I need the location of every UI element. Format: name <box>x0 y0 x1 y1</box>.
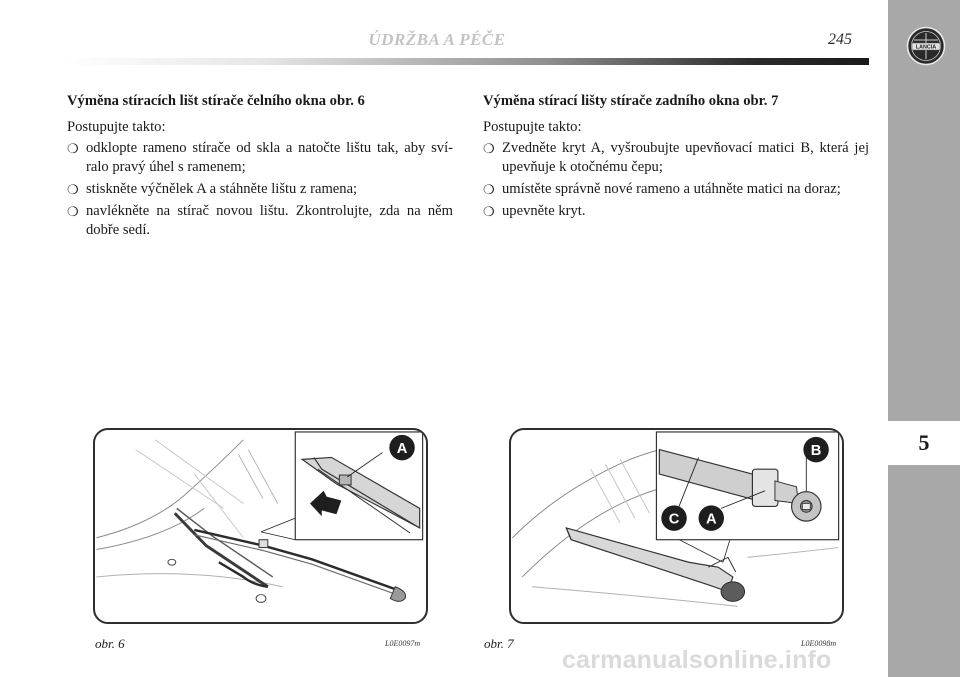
chapter-sidebar <box>888 0 960 677</box>
footer-watermark: carmanualsonline.info <box>562 646 832 674</box>
intro-text: Postupujte takto: <box>483 119 582 135</box>
list-item-text: umístěte správně nové rameno a utáhněte matici na doraz; <box>502 181 841 197</box>
list-item-text: navlékněte na stírač novou lištu. Zkontrolujte, zda na něm dobře sedí. <box>86 203 453 238</box>
list-item <box>67 180 453 199</box>
bullet-circle-icon: ❍ <box>483 204 495 219</box>
intro-text: Postupujte takto: <box>67 119 166 135</box>
list-item-text: upevněte kryt. <box>502 203 586 219</box>
page-number: 245 <box>828 31 852 48</box>
section-heading-rear-wiper: Výměna stírací lišty stírače zadního okna obr. 7 <box>483 93 779 109</box>
left-column <box>67 92 453 243</box>
bullet-circle-icon: ❍ <box>67 204 79 219</box>
list-item <box>483 180 869 199</box>
callout-label: B <box>810 442 822 459</box>
figure-code: L0E0097m <box>385 639 421 648</box>
running-header-title: ÚDRŽBA A PÉČE <box>368 30 506 49</box>
figure-caption: obr. 6 <box>95 636 125 651</box>
instruction-list <box>483 139 869 221</box>
figure-caption: obr. 7 <box>484 636 514 651</box>
chapter-tab[interactable]: 5 <box>888 421 960 465</box>
instruction-list <box>67 139 453 240</box>
bullet-circle-icon: ❍ <box>483 141 495 156</box>
list-item <box>67 202 453 240</box>
lancia-logo-icon <box>905 26 947 66</box>
section-heading-front-wiper: Výměna stíracích lišt stírače čelního okna obr. 6 <box>67 93 365 109</box>
figure-code: L0E0098m <box>801 639 837 648</box>
bullet-circle-icon: ❍ <box>67 182 79 197</box>
right-column <box>483 92 869 224</box>
list-item <box>67 139 453 177</box>
list-item-text: odklopte rameno stírače od skla a natočte lištu tak, aby sví- ralo pravý úhel s ramenem; <box>86 140 453 175</box>
callout-label: A <box>705 511 717 528</box>
logo-text: LANCIA <box>915 44 937 51</box>
front-wiper-illustration <box>95 430 426 622</box>
list-item-text: Zvedněte kryt A, vyšroubujte upevňovací matici B, která jej upevňuje k otočnému čepu; <box>502 140 869 175</box>
rear-wiper-illustration <box>511 430 842 622</box>
list-item-text: stiskněte výčnělek A a stáhněte lištu z ramena; <box>86 181 358 197</box>
figure-rear-wiper <box>509 428 844 624</box>
header-rule <box>63 58 869 65</box>
bullet-circle-icon: ❍ <box>483 182 495 197</box>
figure-front-wiper <box>93 428 428 624</box>
callout-label: A <box>396 441 408 458</box>
list-item <box>483 202 869 221</box>
callout-label: C <box>668 511 680 528</box>
list-item <box>483 139 869 177</box>
bullet-circle-icon: ❍ <box>67 141 79 156</box>
